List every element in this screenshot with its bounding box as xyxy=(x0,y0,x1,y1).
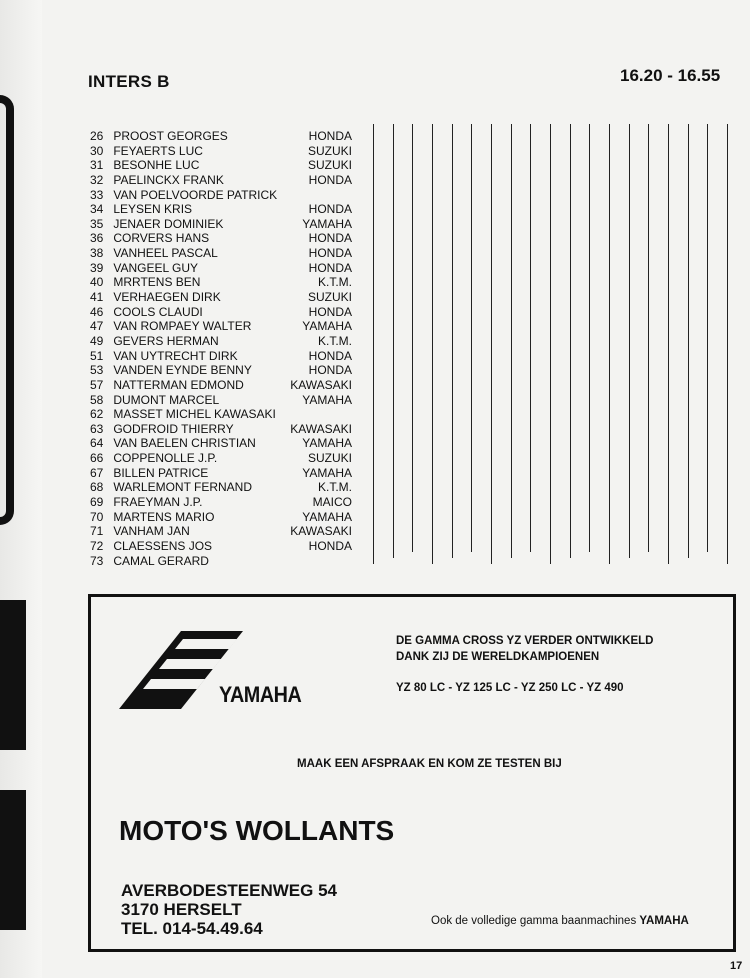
rider-number: 57 xyxy=(90,377,104,392)
rider-row xyxy=(90,275,360,290)
rider-name: VAN UYTRECHT DIRK xyxy=(113,348,238,363)
rider-brand: SUZUKI xyxy=(307,290,352,305)
rider-row xyxy=(90,305,360,320)
rider-name: VERHAEGEN DIRK xyxy=(113,290,221,305)
rider-name: CORVERS HANS xyxy=(113,231,210,246)
rider-number: 41 xyxy=(90,290,104,305)
rider-brand: HONDA xyxy=(308,231,352,246)
rider-brand: HONDA xyxy=(308,129,352,143)
rider-name: GODFROID THIERRY xyxy=(113,421,234,436)
rider-name: COPPENOLLE J.P. xyxy=(113,451,218,466)
rider-name: FRAEYMAN J.P. xyxy=(113,495,203,510)
binder-tab xyxy=(0,790,26,930)
grid-line xyxy=(550,124,551,564)
ad-footer xyxy=(431,915,689,927)
dealer-street: AVERBODESTEENWEG 54 xyxy=(121,881,338,900)
rider-brand: HONDA xyxy=(308,202,352,217)
rider-number: 71 xyxy=(90,524,104,539)
ad-footer-text: Ook de volledige gamma baanmachines xyxy=(431,915,637,927)
dealer-name: MOTO'S WOLLANTS xyxy=(119,815,395,846)
rider-brand: K.T.M. xyxy=(317,275,352,290)
binder-ring xyxy=(0,95,14,525)
rider-row xyxy=(90,173,360,188)
rider-row xyxy=(90,451,360,466)
rider-name: DUMONT MARCEL xyxy=(113,392,220,407)
ad-headline-2: DANK ZIJ DE WERELDKAMPIOENEN xyxy=(396,651,600,663)
rider-name: MRRTENS BEN xyxy=(113,275,201,290)
rider-row xyxy=(90,480,360,495)
rider-brand: KAWASAKI xyxy=(290,377,352,392)
class-title: INTERS B xyxy=(88,72,170,91)
rider-row xyxy=(90,436,360,451)
rider-name: PROOST GEORGES xyxy=(113,129,228,143)
rider-brand: YAMAHA xyxy=(302,509,352,524)
rider-list xyxy=(90,129,360,568)
rider-number: 31 xyxy=(90,158,104,173)
rider-brand: HONDA xyxy=(308,172,352,187)
rider-number: 58 xyxy=(90,392,104,407)
rider-number: 30 xyxy=(90,143,104,158)
rider-number: 46 xyxy=(90,304,104,319)
grid-line xyxy=(589,124,590,552)
rider-brand: MAICO xyxy=(312,495,352,510)
rider-name: CLAESSENS JOS xyxy=(113,538,213,553)
rider-brand: SUZUKI xyxy=(307,143,352,158)
rider-name: VAN BAELEN CHRISTIAN xyxy=(113,436,256,451)
rider-name: LEYSEN KRIS xyxy=(113,202,193,217)
rider-brand: HONDA xyxy=(308,304,352,319)
lap-counting-grid xyxy=(373,124,728,564)
rider-name: JENAER DOMINIEK xyxy=(113,216,224,231)
rider-brand: KAWASAKI xyxy=(290,524,352,539)
ad-footer-brand: YAMAHA xyxy=(639,915,689,927)
rider-brand: HONDA xyxy=(308,348,352,363)
grid-line xyxy=(609,124,610,564)
rider-number: 34 xyxy=(90,202,104,217)
rider-row xyxy=(90,554,360,569)
rider-row xyxy=(90,378,360,393)
grid-line xyxy=(412,124,413,552)
rider-number: 26 xyxy=(90,129,104,143)
rider-row xyxy=(90,407,360,422)
rider-name: BILLEN PATRICE xyxy=(113,465,209,480)
rider-number: 69 xyxy=(90,495,104,510)
rider-number: 51 xyxy=(90,348,104,363)
rider-name: BESONHE LUC xyxy=(113,158,200,173)
rider-name: VAN ROMPAEY WALTER xyxy=(113,319,252,334)
rider-number: 70 xyxy=(90,509,104,524)
dealer-phone: TEL. 014-54.49.64 xyxy=(121,919,263,938)
rider-number: 73 xyxy=(90,553,104,568)
rider-brand: K.T.M. xyxy=(317,333,352,348)
rider-name: COOLS CLAUDI xyxy=(113,304,203,319)
rider-brand: HONDA xyxy=(308,538,352,553)
rider-number: 63 xyxy=(90,421,104,436)
rider-number: 72 xyxy=(90,538,104,553)
rider-row xyxy=(90,393,360,408)
rider-number: 39 xyxy=(90,260,104,275)
rider-number: 40 xyxy=(90,275,104,290)
grid-line xyxy=(727,124,728,564)
rider-brand: K.T.M. xyxy=(317,480,352,495)
rider-brand: YAMAHA xyxy=(302,436,352,451)
rider-name: VANHEEL PASCAL xyxy=(113,246,218,261)
rider-name: WARLEMONT FERNAND xyxy=(113,480,253,495)
rider-number: 47 xyxy=(90,319,104,334)
rider-brand: YAMAHA xyxy=(302,216,352,231)
rider-number: 67 xyxy=(90,465,104,480)
grid-line xyxy=(688,124,689,558)
rider-brand: HONDA xyxy=(308,260,352,275)
grid-line xyxy=(373,124,374,564)
grid-line xyxy=(471,124,472,552)
rider-brand: HONDA xyxy=(308,363,352,378)
rider-number: 66 xyxy=(90,451,104,466)
grid-line xyxy=(432,124,433,564)
grid-line xyxy=(393,124,394,558)
rider-row xyxy=(90,231,360,246)
rider-row xyxy=(90,319,360,334)
rider-brand: YAMAHA xyxy=(302,465,352,480)
grid-line xyxy=(452,124,453,558)
ad-model-list: YZ 80 LC - YZ 125 LC - YZ 250 LC - YZ 490 xyxy=(396,682,624,694)
yamaha-advertisement xyxy=(88,594,736,952)
rider-row xyxy=(90,202,360,217)
rider-number: 33 xyxy=(90,187,104,202)
rider-row xyxy=(90,495,360,510)
grid-line xyxy=(570,124,571,558)
ad-headline-1: DE GAMMA CROSS YZ VERDER ONTWIKKELD xyxy=(396,635,654,647)
rider-name: GEVERS HERMAN xyxy=(113,333,219,348)
grid-line xyxy=(530,124,531,552)
rider-number: 36 xyxy=(90,231,104,246)
rider-row xyxy=(90,144,360,159)
rider-row xyxy=(90,524,360,539)
rider-name: VAN POELVOORDE PATRICK xyxy=(113,187,278,202)
grid-line xyxy=(511,124,512,558)
rider-name: NATTERMAN EDMOND xyxy=(113,377,244,392)
rider-row xyxy=(90,363,360,378)
rider-brand: SUZUKI xyxy=(307,451,352,466)
yamaha-wordmark: YAMAHA xyxy=(219,682,302,707)
rider-row xyxy=(90,334,360,349)
rider-number: 35 xyxy=(90,216,104,231)
rider-number: 53 xyxy=(90,363,104,378)
rider-row xyxy=(90,261,360,276)
grid-line xyxy=(648,124,649,552)
rider-number: 49 xyxy=(90,333,104,348)
rider-name: MARTENS MARIO xyxy=(113,509,215,524)
binder-edge xyxy=(0,0,42,978)
rider-row xyxy=(90,158,360,173)
rider-brand: YAMAHA xyxy=(302,392,352,407)
rider-name: FEYAERTS LUC xyxy=(113,143,203,158)
rider-number: 64 xyxy=(90,436,104,451)
grid-line xyxy=(707,124,708,552)
rider-name: PAELINCKX FRANK xyxy=(113,172,224,187)
rider-row xyxy=(90,422,360,437)
rider-brand: YAMAHA xyxy=(302,319,352,334)
rider-number: 68 xyxy=(90,480,104,495)
binder-tab xyxy=(0,600,26,750)
rider-row xyxy=(90,217,360,232)
ad-call-to-action: MAAK EEN AFSPRAAK EN KOM ZE TESTEN BIJ xyxy=(297,758,562,770)
rider-brand: KAWASAKI xyxy=(290,421,352,436)
rider-row xyxy=(90,129,360,144)
rider-row xyxy=(90,246,360,261)
time-slot: 16.20 - 16.55 xyxy=(620,66,721,85)
rider-brand: SUZUKI xyxy=(307,158,352,173)
rider-number: 38 xyxy=(90,246,104,261)
rider-row xyxy=(90,510,360,525)
grid-line xyxy=(629,124,630,558)
rider-row xyxy=(90,466,360,481)
grid-line xyxy=(491,124,492,564)
rider-name: VANGEEL GUY xyxy=(113,260,199,275)
rider-name: VANHAM JAN xyxy=(113,524,190,539)
dealer-city: 3170 HERSELT xyxy=(121,900,242,919)
rider-brand: HONDA xyxy=(308,246,352,261)
rider-number: 32 xyxy=(90,172,104,187)
rider-number: 62 xyxy=(90,407,104,422)
rider-row xyxy=(90,290,360,305)
rider-row xyxy=(90,539,360,554)
rider-row xyxy=(90,188,360,203)
rider-name: MASSET MICHEL KAWASAKI xyxy=(113,407,276,422)
rider-name: VANDEN EYNDE BENNY xyxy=(113,363,252,378)
page-number: 17 xyxy=(730,960,743,972)
rider-row xyxy=(90,349,360,364)
grid-line xyxy=(668,124,669,564)
rider-name: CAMAL GERARD xyxy=(113,553,209,568)
